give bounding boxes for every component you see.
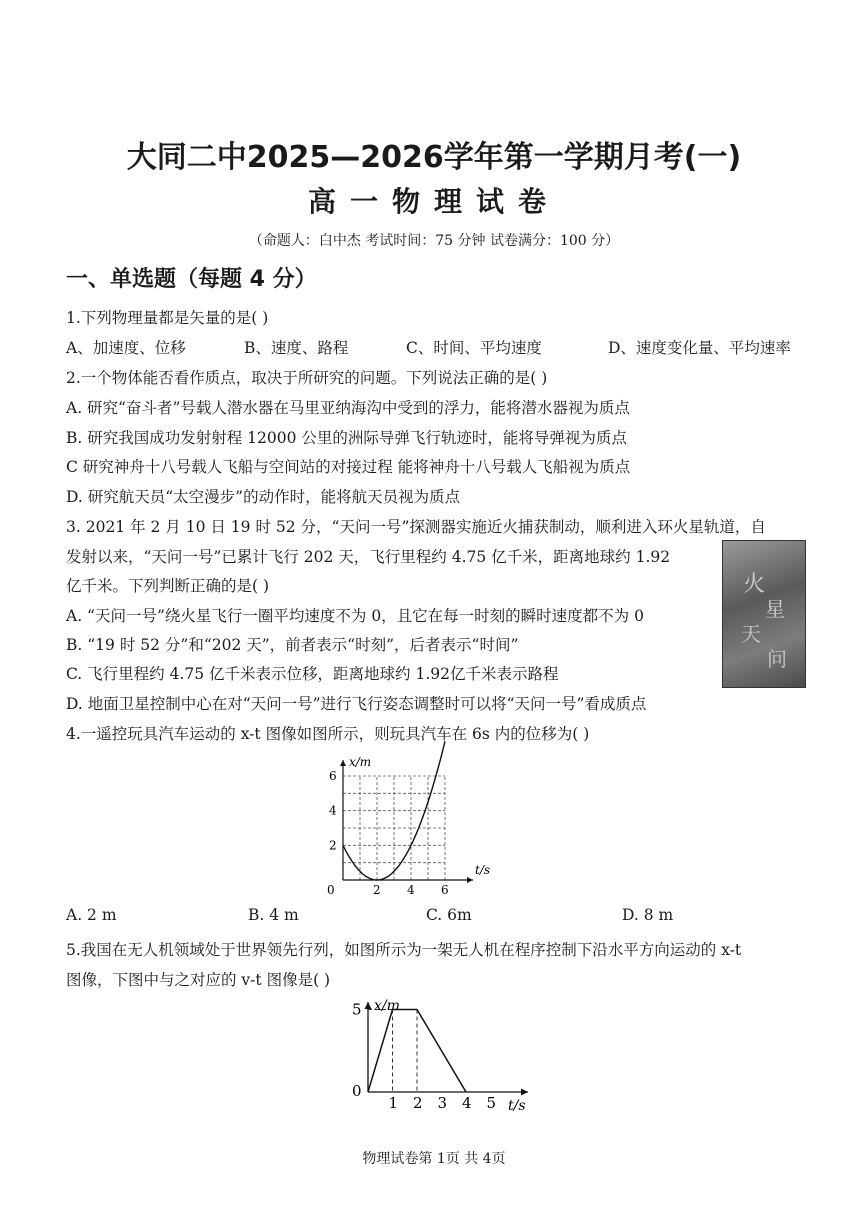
x-tick-label: 2 [373,883,381,897]
question-1-option-a: A、加速度、位移 [66,339,186,357]
x-axis-arrow [467,877,473,883]
y-axis-arrow [365,1002,372,1009]
question-2-option-b: B. 研究我国成功发射射程 12000 公里的洲际导弹飞行轨迹时，能将导弹视为质点 [66,429,627,447]
question-4-option-a: A. 2 m [66,906,117,924]
question-1-stem: 1.下列物理量都是矢量的是( ) [66,309,269,327]
question-4-option-b: B. 4 m [248,906,299,924]
y-axis-arrow [340,760,346,766]
q5-xt-graph [348,996,538,1120]
x-axis-label: t/s [508,1098,526,1114]
y-tick-label: 6 [329,769,337,783]
question-3-option-a: A. “天问一号”绕火星飞行一圈平均速度不为 0，且它在每一时刻的瞬时速度都不为 0 [66,607,644,625]
svg-text:天: 天 [741,622,761,646]
question-2-option-a: A. 研究“奋斗者”号载人潜水器在马里亚纳海沟中受到的浮力，能将潜水器视为质点 [66,399,630,417]
question-4-option-d: D. 8 m [622,906,674,924]
question-1-option-d: D、速度变化量、平均速率 [608,339,791,357]
exam-title: 大同二中2025—2026学年第一学期月考(一) [126,140,742,175]
x-tick-label: 1 [388,1094,399,1112]
svg-text:问: 问 [767,647,787,671]
q4-xt-graph [315,752,491,897]
question-5-stem-line-2: 图像，下图中与之对应的 v-t 图像是( ) [66,971,331,989]
question-2-stem: 2.一个物体能否看作质点，取决于所研究的问题。下列说法正确的是( ) [66,369,548,387]
question-3-stem-line-1: 3. 2021 年 2 月 10 日 19 时 52 分，“天问一号”探测器实施近火捕获制动，顺利进入环火星轨道，自 [66,518,766,536]
question-1-option-b: B、速度、路程 [244,339,349,357]
question-3-stem-line-3: 亿千米。下列判断正确的是( ) [66,577,270,595]
origin-label: 0 [327,883,335,897]
y-axis-label: x/m [374,998,400,1014]
exam-info: （命题人：白中杰 考试时间：75 分钟 试卷满分：100 分） [248,233,620,249]
origin-label: 0 [352,1082,362,1100]
photo-lettering [723,541,805,687]
x-axis-arrow [521,1089,528,1096]
x-tick-label: 5 [486,1094,497,1112]
exam-subtitle: 高一物理试卷 [307,185,560,218]
question-4-option-c: C. 6m [426,906,472,924]
svg-text:星: 星 [765,597,785,621]
svg-text:火: 火 [743,572,766,597]
x-tick-label: 3 [437,1094,448,1112]
x-tick-label: 2 [413,1094,423,1112]
question-4-stem: 4.一遥控玩具汽车运动的 x-t 图像如图所示，则玩具汽车在 6s 内的位移为( ) [66,725,590,743]
page-footer: 物理试卷第 1页 共 4页 [362,1151,506,1167]
x-tick-label: 6 [441,883,449,897]
question-3-option-b: B. “19 时 52 分”和“202 天”，前者表示“时刻”，后者表示“时间” [66,636,519,654]
question-3-option-c: C. 飞行里程约 4.75 亿千米表示位移，距离地球约 1.92亿千米表示路程 [66,665,559,683]
y-tick-label: 5 [352,1000,362,1019]
question-2-option-d: D. 研究航天员“太空漫步”的动作时，能将航天员视为质点 [66,488,461,506]
x-axis-label: t/s [475,863,491,877]
x-tick-label: 4 [407,883,415,897]
question-5-stem-line-1: 5.我国在无人机领域处于世界领先行列，如图所示为一架无人机在程序控制下沿水平方向运动的 x-t [66,941,742,959]
y-axis-label: x/m [349,755,372,769]
question-1-option-c: C、时间、平均速度 [406,339,542,357]
mars-probe-photo [722,540,806,688]
question-3-option-d: D. 地面卫星控制中心在对“天问一号”进行飞行姿态调整时可以将“天问一号”看成质点 [66,695,647,713]
x-tick-label: 4 [462,1094,472,1112]
y-tick-label: 4 [329,803,337,818]
section-heading: 一、单选题（每题 4 分） [66,267,317,292]
question-2-option-c: C 研究神舟十八号载人飞船与空间站的对接过程 能将神舟十八号载人飞船视为质点 [66,458,631,476]
question-3-stem-line-2: 发射以来，“天问一号”已累计飞行 202 天，飞行里程约 4.75 亿千米，距离地球约 1.92 [66,548,671,566]
y-tick-label: 2 [329,838,337,853]
